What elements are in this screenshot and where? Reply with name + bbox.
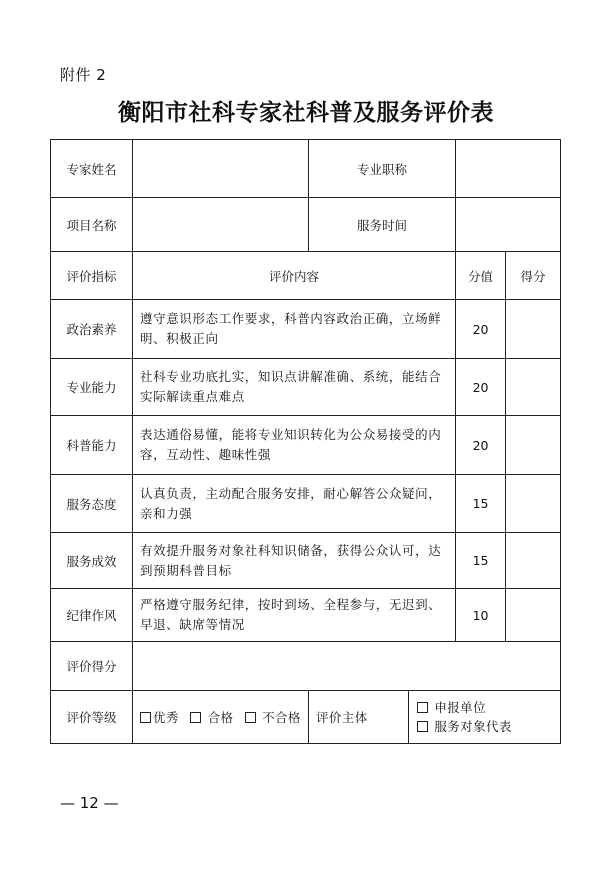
criteria-row	[51, 533, 561, 589]
expert-name-field[interactable]	[133, 140, 309, 198]
criteria-indicator: 纪律作风	[51, 589, 133, 642]
page-number: — 12 —	[60, 794, 119, 812]
criteria-content: 认真负责，主动配合服务安排，耐心解答公众疑问，亲和力强	[133, 475, 456, 533]
criteria-row	[51, 416, 561, 475]
criteria-score-field[interactable]	[506, 359, 561, 416]
criteria-points: 10	[456, 589, 506, 642]
evaluation-table	[50, 139, 561, 744]
criteria-points: 15	[456, 475, 506, 533]
expert-name-label: 专家姓名	[51, 140, 133, 198]
attachment-label: 附件 2	[60, 66, 107, 84]
project-name-field[interactable]	[133, 198, 309, 252]
criteria-indicator: 科普能力	[51, 416, 133, 475]
professional-title-field[interactable]	[456, 140, 561, 198]
service-time-label: 服务时间	[309, 198, 456, 252]
criteria-points: 20	[456, 416, 506, 475]
points-header: 分值	[456, 252, 506, 300]
criteria-points: 15	[456, 533, 506, 589]
professional-title-label: 专业职称	[309, 140, 456, 198]
criteria-score-field[interactable]	[506, 416, 561, 475]
grade-row	[51, 691, 561, 744]
total-label: 评价得分	[51, 642, 133, 691]
criteria-content: 有效提升服务对象社科知识储备，获得公众认可，达到预期科普目标	[133, 533, 456, 589]
criteria-points: 20	[456, 359, 506, 416]
grade-option-fail[interactable]: 不合格	[245, 710, 301, 725]
info-row-expert	[51, 140, 561, 198]
total-row	[51, 642, 561, 691]
subject-label: 评价主体	[309, 691, 409, 744]
project-name-label: 项目名称	[51, 198, 133, 252]
checkbox-icon	[190, 712, 201, 723]
criteria-content: 社科专业功底扎实，知识点讲解准确、系统，能结合实际解读重点难点	[133, 359, 456, 416]
criteria-score-field[interactable]	[506, 475, 561, 533]
page-title: 衡阳市社科专家社科普及服务评价表	[118, 99, 494, 126]
grade-label: 评价等级	[51, 691, 133, 744]
checkbox-icon	[417, 702, 428, 713]
criteria-content: 表达通俗易懂，能将专业知识转化为公众易接受的内容，互动性、趣味性强	[133, 416, 456, 475]
criteria-score-field[interactable]	[506, 589, 561, 642]
checkbox-icon	[245, 712, 256, 723]
grade-option-pass[interactable]: 合格	[190, 710, 233, 725]
service-time-field[interactable]	[456, 198, 561, 252]
criteria-indicator: 服务态度	[51, 475, 133, 533]
checkbox-icon	[140, 712, 151, 723]
criteria-row	[51, 300, 561, 359]
content-header: 评价内容	[133, 252, 456, 300]
criteria-score-field[interactable]	[506, 300, 561, 359]
subject-option-representative[interactable]: 服务对象代表	[417, 717, 560, 736]
score-header: 得分	[506, 252, 561, 300]
criteria-row	[51, 475, 561, 533]
info-row-project	[51, 198, 561, 252]
grade-option-excellent[interactable]: 优秀	[140, 710, 179, 725]
subject-options	[409, 691, 561, 744]
total-score-field[interactable]	[133, 642, 561, 691]
criteria-score-field[interactable]	[506, 533, 561, 589]
criteria-points: 20	[456, 300, 506, 359]
criteria-indicator: 服务成效	[51, 533, 133, 589]
header-row	[51, 252, 561, 300]
grade-options	[133, 691, 309, 744]
criteria-row	[51, 589, 561, 642]
checkbox-icon	[417, 721, 428, 732]
criteria-indicator: 专业能力	[51, 359, 133, 416]
criteria-row	[51, 359, 561, 416]
criteria-indicator: 政治素养	[51, 300, 133, 359]
indicator-header: 评价指标	[51, 252, 133, 300]
criteria-content: 遵守意识形态工作要求，科普内容政治正确，立场鲜明、积极正向	[133, 300, 456, 359]
criteria-content: 严格遵守服务纪律，按时到场、全程参与，无迟到、早退、缺席等情况	[133, 589, 456, 642]
subject-option-applicant[interactable]: 申报单位	[417, 698, 560, 717]
